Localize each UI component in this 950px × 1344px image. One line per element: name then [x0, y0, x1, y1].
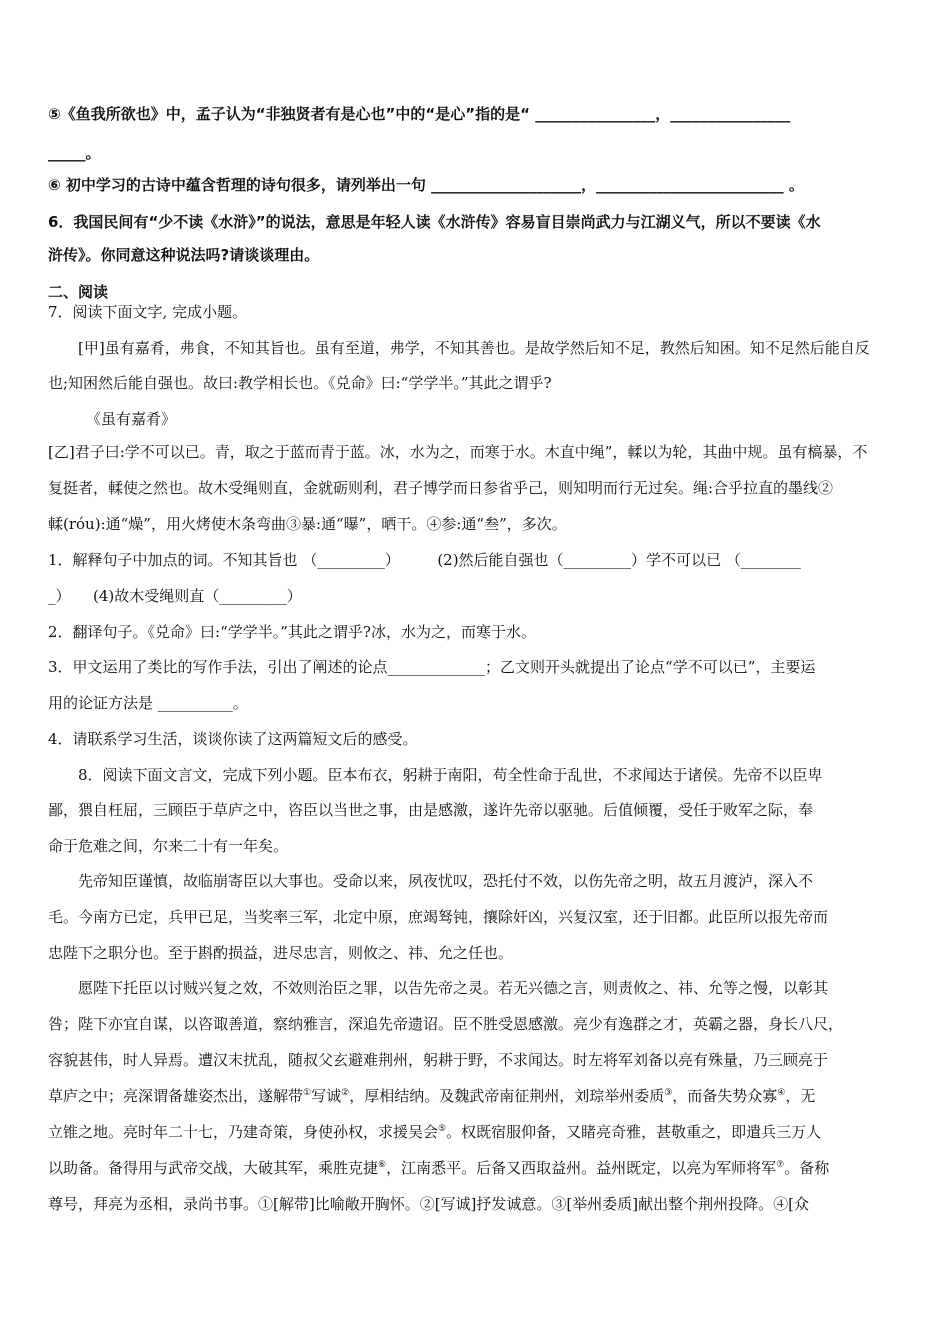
q7-jia-title: 《虽有嘉肴》	[86, 410, 177, 428]
q8-p3-line4-text4: ，而备失势众寡	[672, 1087, 778, 1105]
q8-p3-line3: 容貌甚伟，时人异焉。遭汉末扰乱，随叔父玄避难荆州，躬耕于野，不求闻达。时左将军刘备以亮有殊量，乃三顾亮于	[48, 1051, 829, 1069]
footnote-marker-2: ②	[341, 1088, 350, 1098]
q8-p3-line5-text1: 立锥之地。亮时年二十七，乃建奇策，身使孙权，求援吴会	[48, 1123, 439, 1141]
footnote-marker-7: ⑦	[776, 1160, 785, 1170]
q5-line1: ⑤《鱼我所欲也》中，孟子认为“非独贤者有是心也”中的“是心”指的是“ ________________，________________	[48, 105, 791, 123]
q8-p1-line2: 鄙，猥自枉屈，三顾臣于草庐之中，咨臣以当世之事，由是感激，遂许先帝以驱驰。后值倾覆，受任于败军之际，奉	[48, 801, 814, 819]
q6-line1: ⑥ 初中学习的古诗中蕴含哲理的诗句很多，请列举出一句 ____________________，_________________________ 。	[48, 176, 804, 194]
q5-line2: _____。	[48, 144, 101, 162]
footnote-marker-5: ⑤	[438, 1124, 447, 1134]
q8-p1-line3: 命于危难之间，尔来二十有一年矣。	[48, 837, 289, 855]
q7-jia-line2: 也;知困然后能自强也。故曰:教学相长也。《兑命》曰:“学学半。”其此之谓乎?	[48, 374, 552, 392]
q8-p3-line1: 愿陛下托臣以讨贼兴复之效，不效则治臣之罪，以告先帝之灵。若无兴德之言，则责攸之、祎、允等之慢，以彰其	[78, 979, 829, 997]
q7-jia-line1: [甲]虽有嘉肴，弗食，不知其旨也。虽有至道，弗学，不知其善也。是故学然后知不足，教然后知困。知不足然后能自反	[78, 339, 870, 357]
section-title-reading: 二、阅读	[48, 283, 109, 301]
q8-p2-line2: 毛。今南方已定，兵甲已足，当奖率三军，北定中原，庶竭驽钝，攘除奸凶，兴复汉室，还于旧都。此臣所以报先帝而	[48, 908, 829, 926]
q7-yi-line3: 輮(róu):通“燥”，用火烤使木条弯曲③暴:通“曝”，晒干。④参:通“叁”，多次。	[48, 515, 567, 533]
q8-p3-line5	[48, 1122, 908, 1142]
q8-p3-line2: 咎；陛下亦宜自谋，以咨诹善道，察纳雅言，深追先帝遗诏。臣不胜受恩感激。亮少有逸群之才，英霸之器，身长八尺，	[48, 1015, 844, 1033]
q8-p3-line4-text5: ，无	[785, 1087, 816, 1105]
q7-intro: 7．阅读下面文字, 完成小题。	[48, 303, 248, 321]
q7-sub3-line2: 用的论证方法是 __________。	[48, 694, 248, 712]
q8-p3-line6-text2: ，江南悉平。后备又西取益州。益州既定，以亮为军师将军	[386, 1159, 777, 1177]
q7-sub1-line2: _） (4)故木受绳则直（_________）	[48, 587, 302, 605]
q8-p3-line4-text2: 写诚	[311, 1087, 342, 1105]
q7-sub3-line1: 3．甲文运用了类比的写作手法，引出了阐述的论点_____________；乙文则开头就提出了论点“学不可以已”，主要运	[48, 658, 816, 676]
q8-p3-line4-text1: 草庐之中；亮深谓备雄姿杰出，遂解带	[48, 1087, 304, 1105]
footnote-marker-6: ⑥	[378, 1160, 387, 1170]
q8-p3-line7: 尊号，拜亮为丞相，录尚书事。①[解带]比喻敞开胸怀。②[写诚]抒发诚意。③[举州委质]献出整个荆州投降。④[众	[48, 1195, 809, 1213]
q8-p3-line6-text3: 。备称	[784, 1159, 830, 1177]
q7-yi-line2: 复挺者，輮使之然也。故木受绳则直，金就砺则利，君子博学而日参省乎己，则知明而行无过矣。绳:合乎拉直的墨线②	[48, 479, 834, 497]
footnote-marker-4: ④	[777, 1088, 786, 1098]
q6b-line1: 6．我国民间有“少不读《水浒》”的说法，意思是年轻人读《水浒传》容易盲目崇尚武力与江湖义气，所以不要读《水	[48, 213, 821, 231]
q8-p3-line4	[48, 1086, 908, 1106]
q8-p3-line5-text2: 。权既宿服仰备，又睹亮奇雅，甚敬重之，即遣兵三万人	[446, 1123, 822, 1141]
q7-sub2: 2．翻译句子。《兑命》曰:“学学半。”其此之谓乎?冰，水为之，而寒于水。	[48, 623, 536, 641]
footnote-marker-1: ①	[303, 1088, 312, 1098]
footnote-marker-3: ③	[664, 1088, 673, 1098]
q6b-line2: 浒传》。你同意这种说法吗?请谈谈理由。	[48, 246, 320, 264]
q8-p1-line1: 8．阅读下面文言文，完成下列小题。臣本布衣，躬耕于南阳，苟全性命于乱世，不求闻达于诸侯。先帝不以臣卑	[78, 766, 823, 784]
q8-p2-line3: 忠陛下之职分也。至于斟酌损益，进尽忠言，则攸之、祎、允之任也。	[48, 944, 514, 962]
q8-p3-line6	[48, 1158, 908, 1178]
q7-sub1-line1: 1．解释句子中加点的词。不知其旨也 （_________） (2)然后能自强也（_________）学不可以已 （________	[48, 551, 801, 569]
q7-sub4: 4．请联系学习生活，谈谈你读了这两篇短文后的感受。	[48, 730, 418, 748]
q8-p3-line4-text3: ，厚相结纳。及魏武帝南征荆州，刘琮举州委质	[349, 1087, 665, 1105]
q7-yi-line1: [乙]君子曰:学不可以已。青，取之于蓝而青于蓝。冰，水为之，而寒于水。木直中绳”，輮以为轮，其曲中规。虽有槁暴，不	[48, 443, 868, 461]
q8-p3-line6-text1: 以助备。备得用与武帝交战，大破其军，乘胜克捷	[48, 1159, 379, 1177]
q8-p2-line1: 先帝知臣谨慎，故临崩寄臣以大事也。受命以来，夙夜忧叹，恐托付不效，以伤先帝之明，故五月渡泸，深入不	[78, 872, 814, 890]
